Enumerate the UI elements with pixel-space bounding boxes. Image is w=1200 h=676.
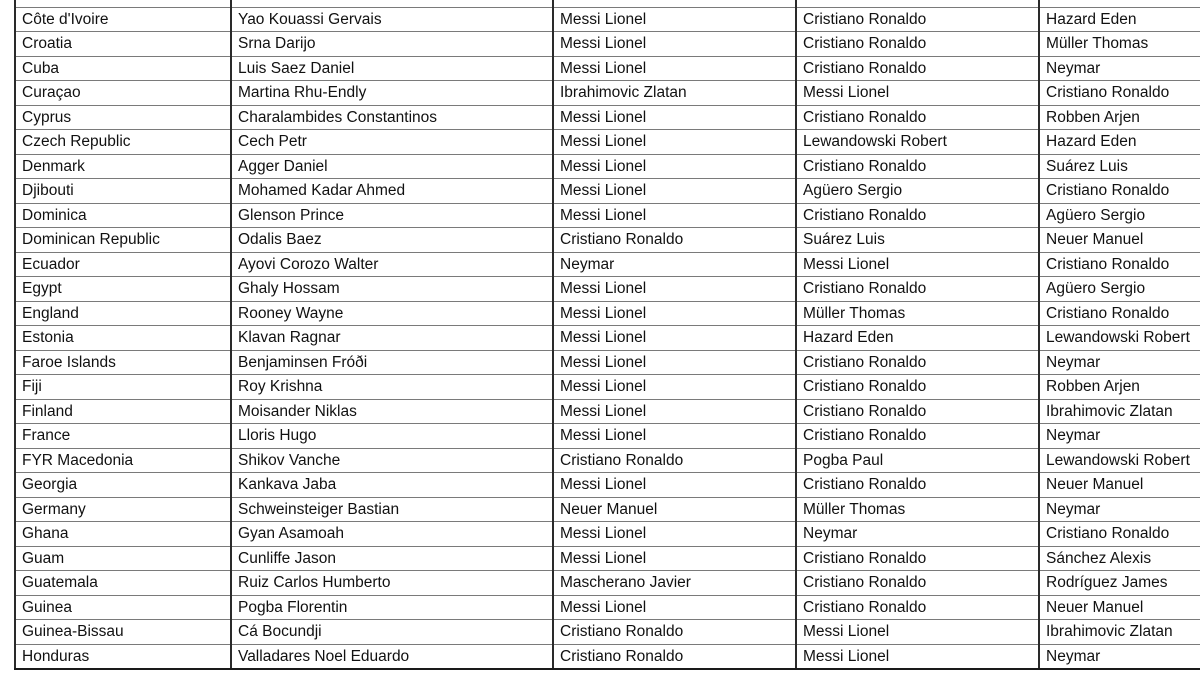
cell-third-choice: Suárez Luis (1039, 154, 1200, 179)
cell-country: FYR Macedonia (15, 448, 231, 473)
cell-captain: Valladares Noel Eduardo (231, 644, 553, 669)
cell-second-choice: Messi Lionel (796, 644, 1039, 669)
cell-country: Czech Republic (15, 130, 231, 155)
table-row (15, 473, 1200, 498)
cell-first-choice: Neuer Manuel (553, 497, 796, 522)
cell-second-choice: Suárez Luis (796, 228, 1039, 253)
cell-first-choice: Messi Lionel (553, 277, 796, 302)
cell-country: Dominica (15, 203, 231, 228)
cell-first-choice: Messi Lionel (553, 130, 796, 155)
cell-country: Croatia (15, 32, 231, 57)
cell-second-choice: Cristiano Ronaldo (796, 595, 1039, 620)
cell-third-choice: Cristiano Ronaldo (1039, 179, 1200, 204)
cell-third-choice (1039, 0, 1200, 7)
table-row (15, 154, 1200, 179)
cell-captain: Benjaminsen Fróði (231, 350, 553, 375)
cell-captain: Kankava Jaba (231, 473, 553, 498)
cell-first-choice: Messi Lionel (553, 375, 796, 400)
cell-first-choice: Mascherano Javier (553, 571, 796, 596)
table-row (15, 522, 1200, 547)
cell-first-choice: Messi Lionel (553, 179, 796, 204)
cell-second-choice: Müller Thomas (796, 497, 1039, 522)
cell-third-choice: Neymar (1039, 497, 1200, 522)
cell-second-choice: Cristiano Ronaldo (796, 7, 1039, 32)
cell-country: England (15, 301, 231, 326)
table-row (15, 179, 1200, 204)
cell-second-choice: Hazard Eden (796, 326, 1039, 351)
cell-third-choice: Neymar (1039, 424, 1200, 449)
cell-captain: Cunliffe Jason (231, 546, 553, 571)
table-row (15, 424, 1200, 449)
cell-third-choice: Hazard Eden (1039, 7, 1200, 32)
cell-third-choice: Müller Thomas (1039, 32, 1200, 57)
cell-third-choice: Cristiano Ronaldo (1039, 301, 1200, 326)
cell-captain: Moisander Niklas (231, 399, 553, 424)
cell-second-choice: Cristiano Ronaldo (796, 277, 1039, 302)
cell-captain: Klavan Ragnar (231, 326, 553, 351)
cell-country: Côte d'Ivoire (15, 7, 231, 32)
cell-third-choice: Lewandowski Robert (1039, 448, 1200, 473)
cell-country: Ghana (15, 522, 231, 547)
cell-second-choice: Cristiano Ronaldo (796, 399, 1039, 424)
cell-first-choice: Messi Lionel (553, 399, 796, 424)
cell-first-choice: Messi Lionel (553, 424, 796, 449)
cell-first-choice: Messi Lionel (553, 350, 796, 375)
cell-first-choice: Cristiano Ronaldo (553, 228, 796, 253)
cell-captain: Roy Krishna (231, 375, 553, 400)
cell-third-choice: Cristiano Ronaldo (1039, 252, 1200, 277)
cell-third-choice: Agüero Sergio (1039, 203, 1200, 228)
cell-second-choice: Cristiano Ronaldo (796, 424, 1039, 449)
cell-captain: Gyan Asamoah (231, 522, 553, 547)
cell-first-choice: Messi Lionel (553, 546, 796, 571)
cell-country: Cyprus (15, 105, 231, 130)
cell-third-choice: Hazard Eden (1039, 130, 1200, 155)
cell-captain: Mohamed Kadar Ahmed (231, 179, 553, 204)
cell-captain: Odalis Baez (231, 228, 553, 253)
cell-country: Faroe Islands (15, 350, 231, 375)
cell-second-choice: Agüero Sergio (796, 179, 1039, 204)
table-row (15, 497, 1200, 522)
cell-captain: Ruiz Carlos Humberto (231, 571, 553, 596)
cell-captain: Shikov Vanche (231, 448, 553, 473)
cell-second-choice: Cristiano Ronaldo (796, 105, 1039, 130)
cell-country: Guinea (15, 595, 231, 620)
cell-second-choice: Neymar (796, 522, 1039, 547)
table-row (15, 81, 1200, 106)
cell-captain: Pogba Florentin (231, 595, 553, 620)
cell-country: Denmark (15, 154, 231, 179)
cell-third-choice: Neymar (1039, 350, 1200, 375)
cell-country: Estonia (15, 326, 231, 351)
cell-country: Georgia (15, 473, 231, 498)
cell-second-choice: Cristiano Ronaldo (796, 571, 1039, 596)
cell-first-choice: Messi Lionel (553, 56, 796, 81)
cell-second-choice: Cristiano Ronaldo (796, 546, 1039, 571)
cell-country: Guinea-Bissau (15, 620, 231, 645)
cell-first-choice: Messi Lionel (553, 473, 796, 498)
cell-captain (231, 0, 553, 7)
cell-country: Curaçao (15, 81, 231, 106)
cell-captain: Glenson Prince (231, 203, 553, 228)
cell-second-choice: Messi Lionel (796, 620, 1039, 645)
cell-third-choice: Rodríguez James (1039, 571, 1200, 596)
cell-captain: Ghaly Hossam (231, 277, 553, 302)
table-row-partial (15, 0, 1200, 7)
cell-captain: Cá Bocundji (231, 620, 553, 645)
cell-second-choice (796, 0, 1039, 7)
cell-second-choice: Cristiano Ronaldo (796, 203, 1039, 228)
table-row (15, 105, 1200, 130)
cell-country: Djibouti (15, 179, 231, 204)
cell-captain: Luis Saez Daniel (231, 56, 553, 81)
cell-first-choice: Messi Lionel (553, 32, 796, 57)
cell-captain: Martina Rhu-Endly (231, 81, 553, 106)
votes-table-body (15, 0, 1200, 669)
cell-captain: Agger Daniel (231, 154, 553, 179)
cell-captain: Ayovi Corozo Walter (231, 252, 553, 277)
cell-third-choice: Ibrahimovic Zlatan (1039, 620, 1200, 645)
cell-second-choice: Messi Lionel (796, 252, 1039, 277)
table-row (15, 595, 1200, 620)
cell-second-choice: Cristiano Ronaldo (796, 350, 1039, 375)
table-row (15, 7, 1200, 32)
cell-second-choice: Pogba Paul (796, 448, 1039, 473)
cell-first-choice: Neymar (553, 252, 796, 277)
cell-first-choice (553, 0, 796, 7)
cell-country: France (15, 424, 231, 449)
table-row (15, 375, 1200, 400)
cell-third-choice: Robben Arjen (1039, 105, 1200, 130)
cell-third-choice: Neuer Manuel (1039, 228, 1200, 253)
cell-country: Dominican Republic (15, 228, 231, 253)
table-row (15, 203, 1200, 228)
cell-first-choice: Ibrahimovic Zlatan (553, 81, 796, 106)
cell-third-choice: Neymar (1039, 644, 1200, 669)
cell-country: Germany (15, 497, 231, 522)
cell-country: Guatemala (15, 571, 231, 596)
cell-third-choice: Cristiano Ronaldo (1039, 81, 1200, 106)
cell-captain: Lloris Hugo (231, 424, 553, 449)
table-row (15, 546, 1200, 571)
cell-second-choice: Lewandowski Robert (796, 130, 1039, 155)
table-row (15, 301, 1200, 326)
cell-first-choice: Messi Lionel (553, 522, 796, 547)
cell-third-choice: Sánchez Alexis (1039, 546, 1200, 571)
cell-third-choice: Lewandowski Robert (1039, 326, 1200, 351)
cell-country: Ecuador (15, 252, 231, 277)
cell-country: Cuba (15, 56, 231, 81)
table-row (15, 277, 1200, 302)
cell-first-choice: Messi Lionel (553, 7, 796, 32)
cell-first-choice: Cristiano Ronaldo (553, 644, 796, 669)
cell-first-choice: Cristiano Ronaldo (553, 620, 796, 645)
cell-first-choice: Cristiano Ronaldo (553, 448, 796, 473)
cell-third-choice: Neymar (1039, 56, 1200, 81)
cell-first-choice: Messi Lionel (553, 105, 796, 130)
table-row (15, 399, 1200, 424)
cell-third-choice: Robben Arjen (1039, 375, 1200, 400)
cell-first-choice: Messi Lionel (553, 326, 796, 351)
cell-country: Egypt (15, 277, 231, 302)
cell-captain: Rooney Wayne (231, 301, 553, 326)
cell-country (15, 0, 231, 7)
cell-second-choice: Müller Thomas (796, 301, 1039, 326)
table-row (15, 350, 1200, 375)
cell-first-choice: Messi Lionel (553, 595, 796, 620)
table-row (15, 620, 1200, 645)
cell-country: Finland (15, 399, 231, 424)
cell-captain: Yao Kouassi Gervais (231, 7, 553, 32)
cell-second-choice: Cristiano Ronaldo (796, 154, 1039, 179)
cell-third-choice: Agüero Sergio (1039, 277, 1200, 302)
cell-captain: Srna Darijo (231, 32, 553, 57)
cell-third-choice: Neuer Manuel (1039, 595, 1200, 620)
cell-second-choice: Cristiano Ronaldo (796, 32, 1039, 57)
cell-third-choice: Ibrahimovic Zlatan (1039, 399, 1200, 424)
table-row (15, 644, 1200, 669)
table-row (15, 228, 1200, 253)
cell-first-choice: Messi Lionel (553, 203, 796, 228)
cell-third-choice: Cristiano Ronaldo (1039, 522, 1200, 547)
cell-country: Fiji (15, 375, 231, 400)
table-row (15, 32, 1200, 57)
cell-second-choice: Cristiano Ronaldo (796, 375, 1039, 400)
table-row (15, 571, 1200, 596)
cell-captain: Cech Petr (231, 130, 553, 155)
cell-captain: Schweinsteiger Bastian (231, 497, 553, 522)
cell-second-choice: Messi Lionel (796, 81, 1039, 106)
table-row (15, 326, 1200, 351)
cell-first-choice: Messi Lionel (553, 154, 796, 179)
table-row (15, 448, 1200, 473)
table-row (15, 130, 1200, 155)
cell-first-choice: Messi Lionel (553, 301, 796, 326)
cell-third-choice: Neuer Manuel (1039, 473, 1200, 498)
cell-captain: Charalambides Constantinos (231, 105, 553, 130)
cell-second-choice: Cristiano Ronaldo (796, 473, 1039, 498)
votes-table (14, 0, 1200, 670)
cell-country: Honduras (15, 644, 231, 669)
cell-second-choice: Cristiano Ronaldo (796, 56, 1039, 81)
table-row (15, 56, 1200, 81)
table-row (15, 252, 1200, 277)
cell-country: Guam (15, 546, 231, 571)
